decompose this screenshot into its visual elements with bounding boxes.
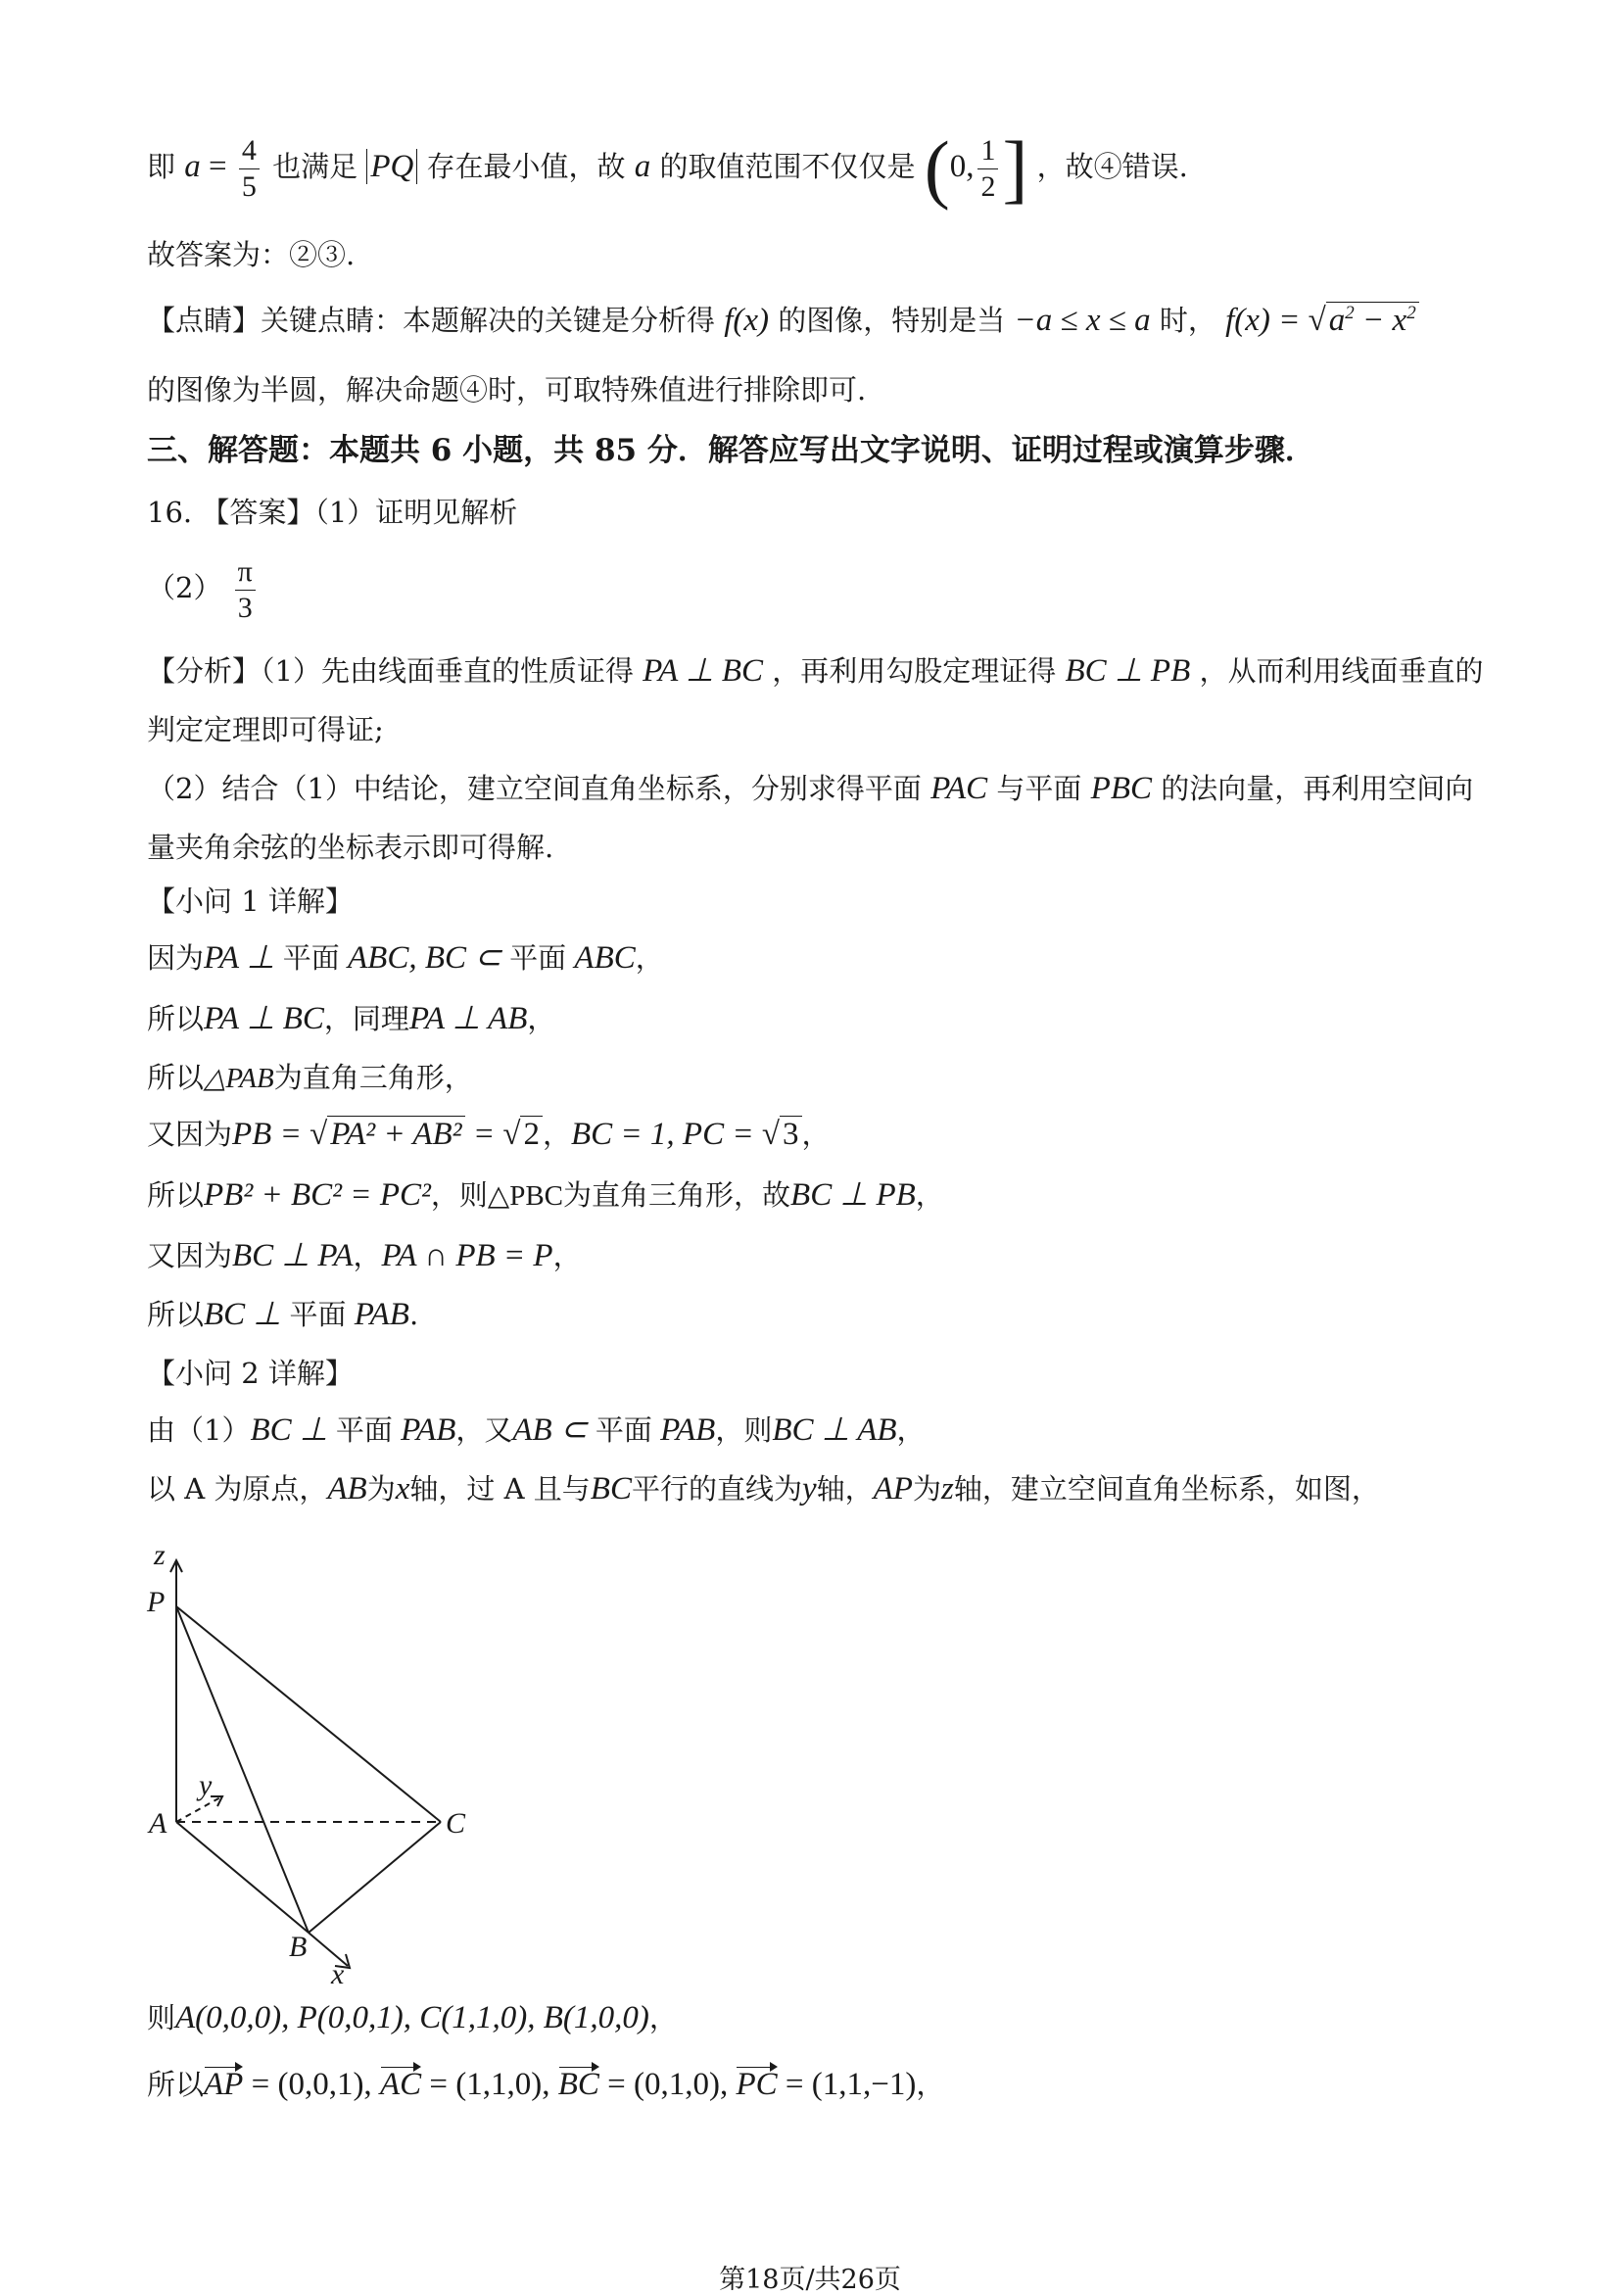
- text: 平面: [282, 941, 340, 975]
- math: = (0,1,0),: [598, 2067, 737, 2102]
- text: ，从而利用线面垂直的: [1199, 654, 1484, 688]
- math: =: [464, 1117, 503, 1152]
- text: ，: [896, 1413, 926, 1447]
- vector-pc: PC: [736, 2067, 778, 2102]
- text: ，: [648, 2001, 678, 2034]
- frac-den: 5: [241, 169, 257, 203]
- edge-bc: [309, 1822, 441, 1933]
- frac-den: 3: [237, 591, 253, 624]
- analysis-line-3: [147, 769, 1473, 808]
- analysis-line-1: [147, 651, 1483, 691]
- label-a: A: [149, 1807, 167, 1840]
- text: ，: [527, 1002, 556, 1035]
- math: AP: [873, 1471, 913, 1507]
- math-ineq: −a ≤ x ≤ a: [1014, 303, 1151, 338]
- abs-pq: PQ: [366, 149, 417, 184]
- text: 的图像，特别是当: [778, 304, 1006, 337]
- math: PAC: [930, 771, 988, 806]
- math: AB: [327, 1471, 367, 1507]
- text: 所以: [147, 1298, 205, 1331]
- text: ，又: [455, 1413, 513, 1447]
- sqrt-3: 3: [780, 1116, 802, 1152]
- label-z: z: [154, 1543, 166, 1571]
- text: 的取值范围不仅仅是: [659, 150, 916, 183]
- math: A(0,0,0), P(0,0,1), C(1,1,0), B(1,0,0): [175, 2000, 649, 2035]
- text: 又因为: [147, 1118, 233, 1151]
- math: PA ⊥: [204, 940, 283, 976]
- coordinate-diagram: [142, 1543, 495, 1993]
- math: PA ⊥ AB: [408, 1001, 528, 1036]
- math: BC ⊥ AB: [772, 1412, 897, 1448]
- text: ，: [915, 1178, 944, 1212]
- text: 【点睛】关键点睛：本题解决的关键是分析得: [147, 304, 716, 337]
- text: 所以: [147, 1061, 205, 1094]
- text: 所以: [147, 2068, 205, 2101]
- text: 所以: [147, 1178, 205, 1212]
- fraction-pi-3: [235, 554, 256, 626]
- interval-zero: 0,: [949, 149, 975, 184]
- frac-num: π: [235, 554, 256, 591]
- text: 因为: [147, 941, 205, 975]
- math-var: − x: [1354, 303, 1407, 338]
- s1-line-4: 又因为PB = √PA² + AB² = √2 ，BC = 1, PC = √3 ，: [147, 1117, 831, 1152]
- text: 轴，建立空间直角坐标系，如图，: [953, 1472, 1380, 1506]
- text: ，则: [715, 1413, 773, 1447]
- vector-ap: AP: [204, 2067, 244, 2102]
- math: PA ⊥ BC: [643, 653, 764, 689]
- text: 时，: [1159, 304, 1216, 337]
- math: BC ⊥: [204, 1297, 290, 1332]
- s1-line-6: [147, 1236, 582, 1275]
- analysis-line-4: 量夹角余弦的坐标表示即可得解.: [147, 831, 554, 864]
- fraction-1-2: [977, 133, 998, 205]
- math: x: [395, 1471, 410, 1507]
- sub-question-1-title: 【小问 1 详解】: [147, 885, 354, 918]
- text: 平面: [509, 941, 567, 975]
- text: ，: [635, 941, 664, 975]
- text: 也满足: [272, 150, 358, 183]
- s1-line-3: [147, 1058, 473, 1098]
- math: BC ⊥: [250, 1412, 336, 1448]
- math: PB =: [232, 1117, 310, 1152]
- math: ABC, BC ⊂: [339, 940, 510, 976]
- s2-line-1: [147, 1411, 926, 1450]
- math-var: a: [1328, 303, 1346, 338]
- math: BC: [590, 1471, 632, 1507]
- exp: 2: [1406, 303, 1416, 323]
- text: 由（1）: [147, 1413, 251, 1447]
- right-bracket: ]: [1002, 125, 1028, 211]
- key-point-line-2: 的图像为半圆，解决命题④时，可取特殊值进行排除即可.: [147, 373, 867, 407]
- text: ，同理: [323, 1002, 409, 1035]
- frac-num: 4: [239, 133, 260, 169]
- math: PBC: [1090, 771, 1152, 806]
- edge-pc: [176, 1606, 441, 1822]
- vector-ac: AC: [379, 2067, 422, 2102]
- y-arrow-head: [211, 1796, 222, 1806]
- label-c: C: [446, 1807, 466, 1840]
- math: ABC: [566, 940, 636, 976]
- s2-line-4: [147, 2065, 944, 2104]
- text: 与平面: [996, 772, 1082, 805]
- text: 平面: [335, 1413, 393, 1447]
- s2-line-2: [147, 1469, 1380, 1508]
- page-footer: 第18页/共26页: [719, 2265, 901, 2295]
- math: = (1,1,0),: [421, 2067, 558, 2102]
- text: 轴，: [816, 1472, 874, 1506]
- label-b: B: [289, 1931, 308, 1963]
- math: BC = 1, PC =: [571, 1117, 762, 1152]
- text: 为直角三角形，: [273, 1061, 473, 1094]
- text: 轴，过 A 且与: [409, 1472, 591, 1506]
- text: 平行的直线为: [631, 1472, 802, 1506]
- math: BC ⊥ PA: [232, 1238, 354, 1273]
- fraction-4-5: [239, 133, 260, 205]
- text: 的法向量，再利用空间向: [1161, 772, 1474, 805]
- math: △PBC: [487, 1180, 564, 1212]
- text: ，: [353, 1239, 382, 1272]
- text: .: [408, 1298, 419, 1331]
- analysis-line-2: 判定定理即可得证;: [147, 713, 384, 746]
- math: △PAB: [204, 1063, 274, 1094]
- answer-16: 16. 【答案】（1）证明见解析: [147, 496, 518, 529]
- sub-question-2-title: 【小问 2 详解】: [147, 1357, 354, 1390]
- math: AB ⊂: [512, 1412, 596, 1448]
- text: 为: [912, 1472, 941, 1506]
- s1-line-5: [147, 1175, 944, 1216]
- math: BC ⊥ PB: [1065, 653, 1191, 689]
- text: （2）结合（1）中结论，建立空间直角坐标系，分别求得平面: [147, 772, 922, 805]
- math-fx: f(x) =: [1225, 303, 1309, 338]
- text: 为直角三角形，故: [563, 1178, 791, 1212]
- key-point-line: 【点睛】关键点睛：本题解决的关键是分析得 f(x) 的图像，特别是当 −a ≤ x ≤ a 时， $f(x) = √a^2 - x^2$: [147, 294, 1419, 340]
- text: 平面: [289, 1298, 347, 1331]
- math-fx: f(x): [724, 303, 770, 338]
- math: = (1,1,−1): [777, 2067, 917, 2102]
- label-x: x: [331, 1958, 345, 1990]
- text: 平面: [595, 1413, 652, 1447]
- text: 以 A 为原点，: [147, 1472, 328, 1506]
- text: ，: [916, 2068, 945, 2101]
- math-var: a: [184, 149, 201, 184]
- frac-den: 2: [980, 169, 996, 203]
- left-paren: (: [924, 125, 950, 211]
- text: 【分析】（1）先由线面垂直的性质证得: [147, 654, 634, 688]
- math: = (0,0,1),: [243, 2067, 380, 2102]
- text: ，故④错误.: [1036, 150, 1188, 183]
- text: 又因为: [147, 1239, 233, 1272]
- text: 存在最小值，故: [426, 150, 626, 183]
- math: BC ⊥ PB: [790, 1177, 916, 1213]
- math-var: a: [634, 149, 651, 184]
- math-eq: =: [200, 149, 235, 184]
- text: 则: [147, 2001, 176, 2034]
- label-y: y: [199, 1769, 213, 1801]
- edge-ab: [176, 1822, 309, 1933]
- sqrt-expr: PA² + AB²: [327, 1116, 464, 1152]
- math: PB² + BC² = PC²: [204, 1177, 431, 1213]
- s1-line-1: [147, 938, 664, 978]
- text: ，则: [430, 1178, 488, 1212]
- s1-line-2: [147, 999, 555, 1038]
- answer-line: 故答案为：②③.: [147, 238, 356, 271]
- text: ，: [552, 1239, 582, 1272]
- edge-pb: [176, 1606, 309, 1933]
- s2-line-3: [147, 1998, 678, 2037]
- text: ，再利用勾股定理证得: [772, 654, 1057, 688]
- math: PA ∩ PB = P: [381, 1238, 553, 1273]
- exp: 2: [1345, 303, 1355, 323]
- frac-num: 1: [977, 133, 998, 169]
- answer-16-part2: [147, 549, 260, 627]
- math: z: [940, 1471, 954, 1507]
- text: 即: [147, 150, 176, 183]
- sqrt-expr: [1326, 302, 1419, 338]
- text: ，: [801, 1118, 831, 1151]
- math: PAB: [651, 1412, 716, 1448]
- text: （2）: [147, 571, 222, 604]
- s1-line-7: [147, 1295, 418, 1334]
- sqrt-2: 2: [520, 1116, 543, 1152]
- text: 为: [366, 1472, 396, 1506]
- vector-bc: BC: [557, 2067, 599, 2102]
- text: ，: [542, 1118, 571, 1151]
- math: PAB: [346, 1297, 409, 1332]
- label-p: P: [147, 1586, 166, 1618]
- conclusion-line: [147, 125, 1188, 211]
- section-heading: 三、解答题：本题共 6 小题，共 85 分．解答应写出文字说明、证明过程或演算步骤．: [147, 433, 1315, 468]
- math: PAB: [392, 1412, 456, 1448]
- text: 所以: [147, 1002, 205, 1035]
- math: y: [801, 1471, 817, 1507]
- math: PA ⊥ BC: [204, 1001, 324, 1036]
